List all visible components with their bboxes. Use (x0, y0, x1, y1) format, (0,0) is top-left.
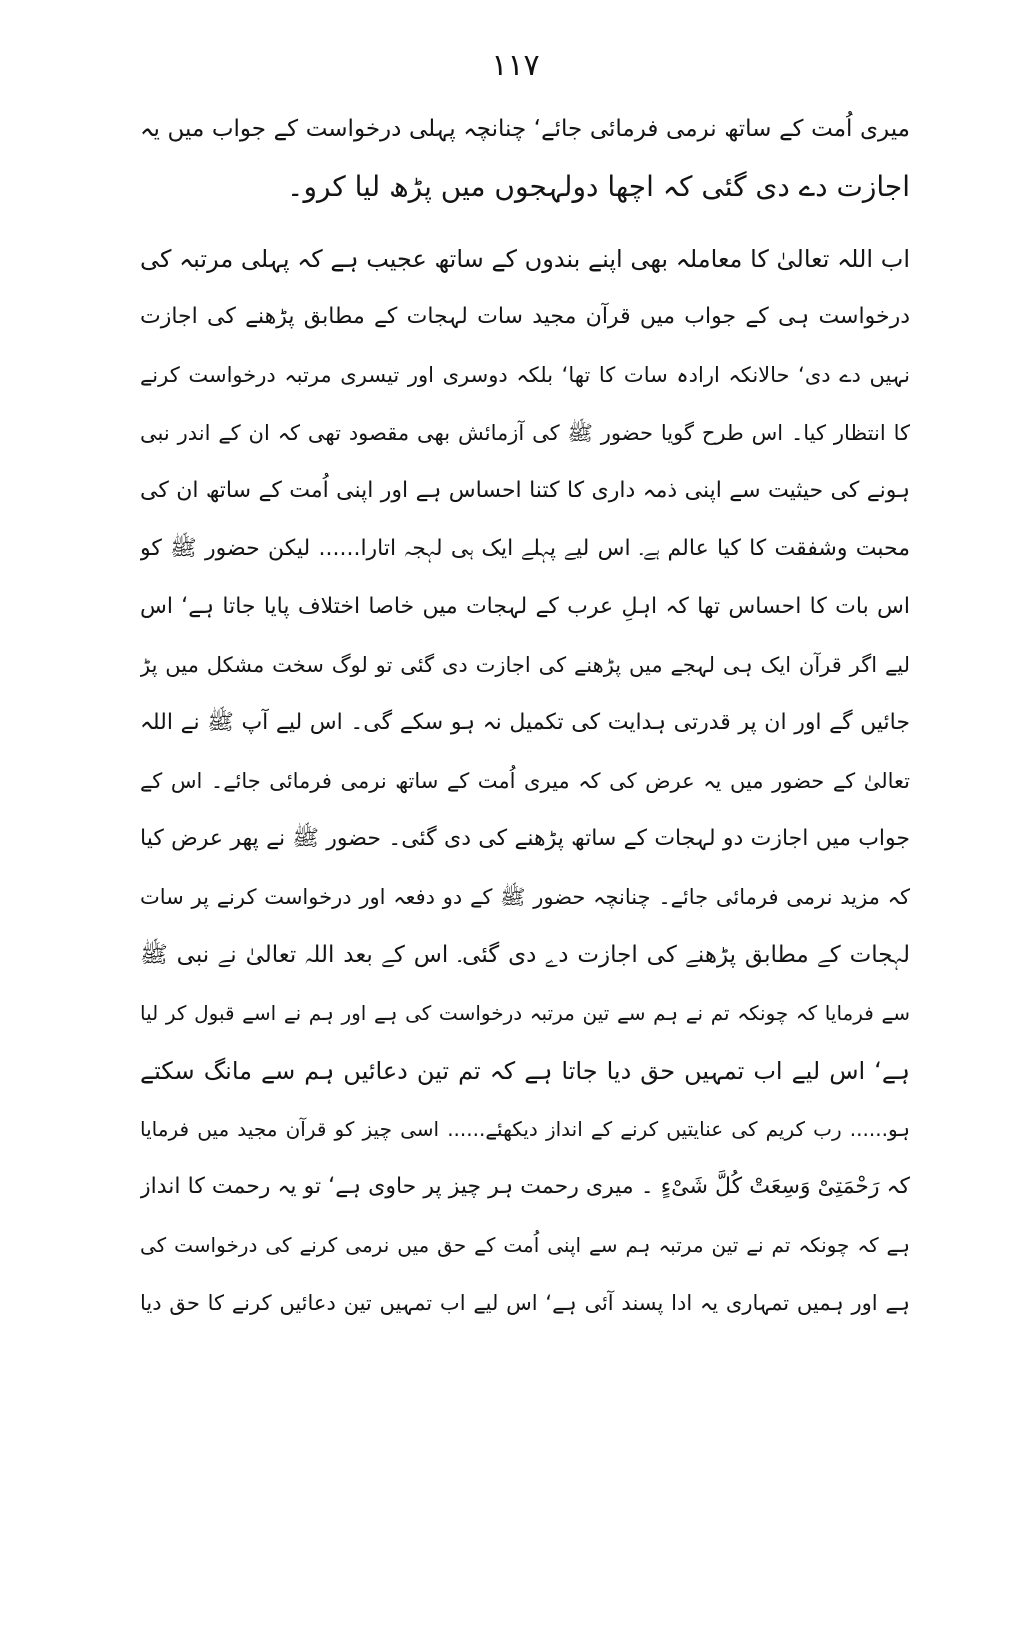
text-line: لہجات کے مطابق پڑھنے کی اجازت دے دی گئی۔ اس کے بعد اللہ تعالیٰ نے نبی ﷺ (140, 942, 910, 968)
text-line: اجازت دے دی گئی کہ اچھا دولہجوں میں پڑھ لیا کرو۔ (287, 170, 910, 203)
text-line: ہے کہ چونکہ تم نے تین مرتبہ ہم سے اپنی اُمت کے حق میں نرمی کرنے کی درخواست کی (140, 1233, 910, 1257)
text-line: ہونے کی حیثیت سے اپنی ذمہ داری کا کتنا احساس ہے اور اپنی اُمت کے ساتھ ان کی (140, 478, 910, 503)
page-number: ۱۱۷ (491, 48, 540, 83)
text-line: سے فرمایا کہ چونکہ تم نے ہم سے تین مرتبہ درخواست کی ہے اور ہم نے اسے قبول کر لیا (140, 1001, 910, 1025)
text-line: جواب میں اجازت دو لہجات کے ساتھ پڑھنے کی دی گئی۔ حضور ﷺ نے پھر عرض کیا (140, 826, 910, 851)
text-line: میری اُمت کے ساتھ نرمی فرمائی جائے‘ چنانچہ پہلی درخواست کے جواب میں یہ (140, 116, 910, 142)
paragraph-gap (140, 216, 910, 230)
text-line: جائیں گے اور ان پر قدرتی ہدایت کی تکمیل نہ ہو سکے گی۔ اس لیے آپ ﷺ نے اللہ (140, 710, 910, 735)
text-line: کہ رَحْمَتِیْ وَسِعَتْ كُلَّ شَیْءٍ ۔ میری رحمت ہر چیز پر حاوی ہے‘ تو یہ رحمت کا انداز (140, 1174, 910, 1199)
text-line: محبت وشفقت کا کیا عالم ہے۔ اس لیے پہلے ایک ہی لہجہ اتارا...... لیکن حضور ﷺ کو (140, 536, 910, 561)
text-line: ہے‘ اس لیے اب تمہیں حق دیا جاتا ہے کہ تم تین دعائیں ہم سے مانگ سکتے (140, 1057, 910, 1085)
text-line: لیے اگر قرآن ایک ہی لہجے میں پڑھنے کی اجازت دی گئی تو لوگ سخت مشکل میں پڑ (140, 653, 910, 677)
text-line: کا انتظار کیا۔ اس طرح گویا حضور ﷺ کی آزمائش بھی مقصود تھی کہ ان کے اندر نبی (140, 421, 910, 445)
text-line: درخواست ہی کے جواب میں قرآن مجید سات لہجات کے مطابق پڑھنے کی اجازت (140, 304, 910, 329)
text-line: تعالیٰ کے حضور میں یہ عرض کی کہ میری اُمت کے ساتھ نرمی فرمائی جائے۔ اس کے (140, 769, 910, 793)
text-line: اس بات کا احساس تھا کہ اہلِ عرب کے لہجات میں خاصا اختلاف پایا جاتا ہے‘ اس (140, 594, 910, 619)
text-line: ہو...... رب کریم کی عنایتیں کرنے کے انداز دیکھئے...... اسی چیز کو قرآن مجید میں فرمایا (140, 1117, 910, 1141)
text-line: ہے اور ہمیں تمہاری یہ ادا پسند آئی ہے‘ اس لیے اب تمہیں تین دعائیں کرنے کا حق دیا (140, 1291, 910, 1315)
text-line: نہیں دے دی‘ حالانکہ ارادہ سات کا تھا‘ بلکہ دوسری اور تیسری مرتبہ درخواست کرنے (140, 363, 910, 387)
body-text (140, 100, 910, 1332)
text-line: اب اللہ تعالیٰ کا معاملہ بھی اپنے بندوں کے ساتھ عجیب ہے کہ پہلی مرتبہ کی (140, 245, 910, 273)
text-line: کہ مزید نرمی فرمائی جائے۔ چنانچہ حضور ﷺ کے دو دفعہ اور درخواست کرنے پر سات (140, 885, 910, 909)
